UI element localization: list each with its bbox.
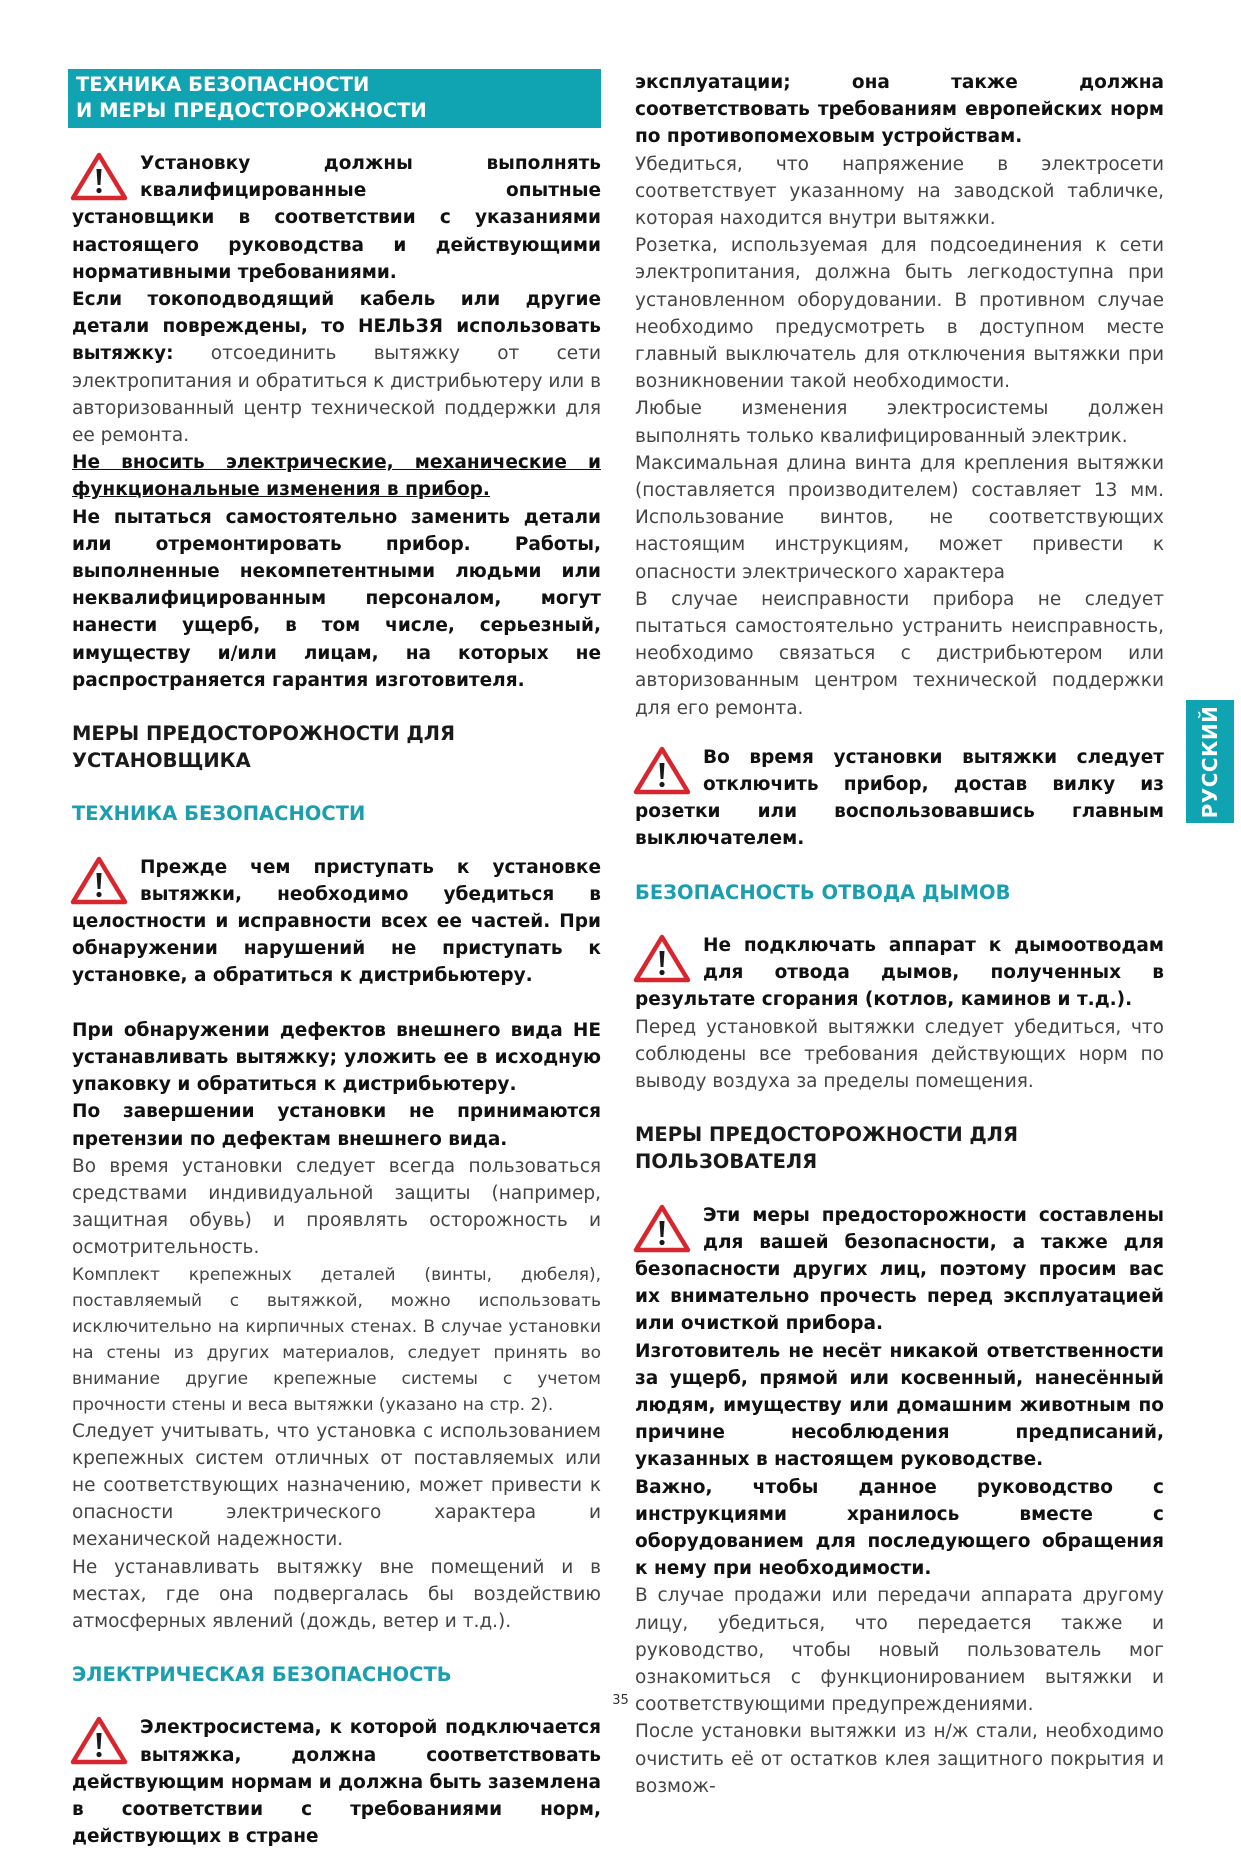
subsection-title: МЕРЫ ПРЕДОСТОРОЖНОСТИ ДЛЯ УСТАНОВЩИКА [72, 722, 456, 773]
left-column [72, 69, 601, 1850]
page-number: 35 [612, 1693, 629, 1708]
paragraph: В случае неисправности прибора не следует пытаться самостоятельно устранить неисправность, необходимо связаться с дистрибьютером или авторизованным центром технической поддержки для его ремонта. [635, 588, 1164, 719]
warning-text: Эти меры предосторожности составлены для вашей безопасности, а также для безопасности других лиц, поэтому просим вас их внимательно прочесть перед эксплуатацией или очисткой прибора. [635, 1204, 1164, 1335]
warning-block [635, 932, 1164, 1014]
warning-text: Во время установки вытяжки следует отключить прибор, достав вилку из розетки или воспользовавшись главным выключателем. [635, 746, 1164, 850]
page-title [68, 69, 601, 128]
warning-text: Прежде чем приступать к установке вытяжки, необходимо убедиться в целостности и исправности всех ее частей. При обнаружении нарушений не приступать к установке, а обратиться к дистрибьютеру. [72, 856, 601, 987]
page-title-line1: ТЕХНИКА БЕЗОПАСНОСТИ [76, 73, 370, 96]
page-title-line2: И МЕРЫ ПРЕДОСТОРОЖНОСТИ [76, 99, 427, 122]
paragraph: По завершении установки не принимаются претензии по дефектам внешнего вида. [72, 1101, 601, 1150]
warning-block [72, 1714, 601, 1850]
section-title: ТЕХНИКА БЕЗОПАСНОСТИ [72, 802, 366, 826]
paragraph: Убедиться, что напряжение в электросети соответствует указанному на заводской табличке, которая находится внутри вытяжки. [635, 153, 1164, 230]
paragraph [72, 286, 601, 449]
paragraph: Важно, чтобы данное руководство с инструкциями хранилось вместе с оборудованием для последующего обращения к нему при необходимости. [635, 1476, 1164, 1580]
warning-block [635, 744, 1164, 853]
section-title: ЭЛЕКТРИЧЕСКАЯ БЕЗОПАСНОСТЬ [72, 1663, 452, 1687]
warning-triangle-icon [633, 934, 691, 984]
paragraph: Во время установки следует всегда пользоваться средствами индивидуальной защиты (например, защитная обувь) и проявлять осторожность и осмотрительность. [72, 1155, 601, 1259]
bold-text: Если токоподводящий кабель или другие детали повреждены, то НЕЛЬЗЯ использовать вытяжку: [72, 289, 601, 365]
warning-text: Электросистема, к которой подключается вытяжка, должна соответствовать действующим нормам и должна быть заземлена в соответствии с требованиями норм, действующих в стране [72, 1717, 602, 1848]
paragraph: Не вносить электрические, механические и функциональные изменения в прибор. [72, 452, 601, 501]
paragraph: Изготовитель не несёт никакой ответственности за ущерб, прямой или косвенный, нанесённый людям, имуществу или домашним животным по причине несоблюдения предписаний, указанных в настоящем руководстве. [635, 1340, 1164, 1471]
right-column [635, 69, 1164, 1800]
paragraph: Максимальная длина винта для крепления вытяжки (поставляется производителем) составляет 13 мм. Использование винтов, не соответствующих настоящим инструкциям, может привести к опасности электрического характера [635, 452, 1164, 583]
warning-triangle-icon [633, 746, 691, 796]
paragraph: Следует учитывать, что установка с использованием крепежных систем отличных от поставляемых или не соответствующих назначению, может привести к опасности электрического характера и механической надежности. [72, 1420, 601, 1551]
warning-block [635, 1202, 1164, 1338]
language-tab-label: РУССКИЙ [1198, 705, 1222, 818]
subsection-title: МЕРЫ ПРЕДОСТОРОЖНОСТИ ДЛЯ ПОЛЬЗОВАТЕЛЯ [635, 1123, 1019, 1174]
paragraph: Комплект крепежных деталей (винты, дюбеля), поставляемый с вытяжкой, можно использовать исключительно на кирпичных стенах. В случае установки на стены из других материалов, следует принять во внимание другие крепежные системы с учетом прочности стены и веса вытяжки (указано на стр. 2). [72, 1264, 601, 1415]
body-text: отсоединить вытяжку от сети электропитания и обратиться к дистрибьютеру или в авторизованный центр технической поддержки для ее ремонта. [72, 343, 601, 447]
section-title: БЕЗОПАСНОСТЬ ОТВОДА ДЫМОВ [635, 880, 1011, 904]
paragraph: Любые изменения электросистемы должен выполнять только квалифицированный электрик. [635, 398, 1164, 447]
warning-triangle-icon [70, 1716, 128, 1766]
warning-text: Не подключать аппарат к дымоотводам для отвода дымов, полученных в результате сгорания (котлов, каминов и т.д.). [635, 934, 1164, 1011]
warning-triangle-icon [633, 1204, 691, 1254]
paragraph: При обнаружении дефектов внешнего вида НЕ устанавливать вытяжку; уложить ее в исходную упаковку и обратиться к дистрибьютеру. [72, 1019, 601, 1096]
paragraph: В случае продажи или передачи аппарата другому лицу, убедиться, что передается также и руководство, чтобы новый пользователь мог ознакомиться с функционированием вытяжки и соответствующими предупреждениями. [635, 1585, 1164, 1716]
paragraph: После установки вытяжки из н/ж стали, необходимо очистить её от остатков клея защитного покрытия и возмож- [635, 1721, 1164, 1797]
paragraph: Розетка, используемая для подсоединения к сети электропитания, должна быть легкодоступна при установленном оборудовании. В противном случае необходимо предусмотреть в доступном месте главный выключатель для отключения вытяжки при возникновении такой необходимости. [635, 235, 1164, 393]
paragraph: Перед установкой вытяжки следует убедиться, что соблюдены все требования действующих норм по выводу воздуха за пределы помещения. [635, 1016, 1164, 1092]
warning-text: Установку должны выполнять квалифицированные опытные установщики в соответствии с указаниями настоящего руководства и действующими нормативными требованиями. [72, 153, 601, 283]
paragraph: эксплуатации; она также должна соответствовать требованиям европейских норм по противопомеховым устройствам. [635, 72, 1164, 148]
paragraph: Не устанавливать вытяжку вне помещений и в местах, где она подвергалась бы воздействию атмосферных явлений (дождь, ветер и т.д.). [72, 1556, 601, 1632]
warning-block [72, 150, 601, 286]
warning-block [72, 854, 601, 990]
language-tab [1186, 700, 1234, 823]
warning-triangle-icon [70, 856, 128, 906]
paragraph: Не пытаться самостоятельно заменить детали или отремонтировать прибор. Работы, выполненные некомпетентными людьми или неквалифицированным персоналом, могут нанести ущерб, в том числе, серьезный, имуществу и/или лицам, на которых не распространяется гарантия изготовителя. [72, 506, 601, 691]
warning-triangle-icon [70, 152, 128, 202]
